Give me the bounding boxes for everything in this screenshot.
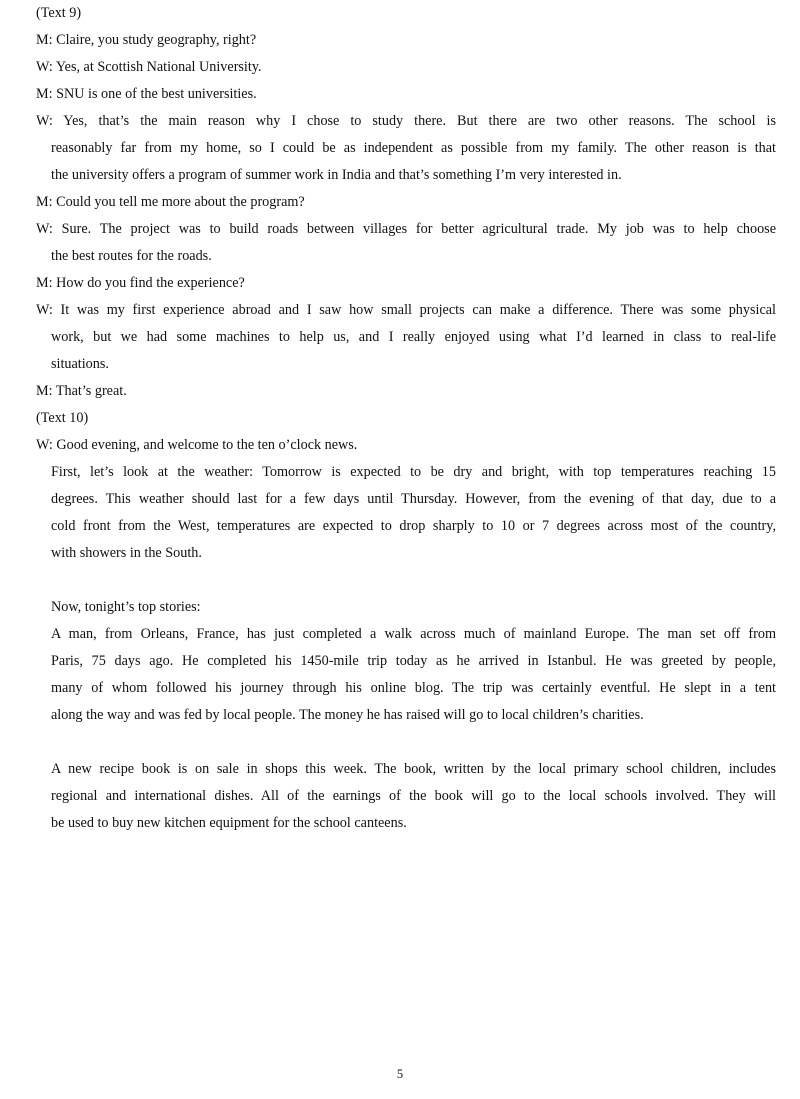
transcript-line: M: How do you find the experience? xyxy=(36,275,245,291)
transcript-line: along the way and was fed by local people. The money he has raised will go to local children’s charities. xyxy=(51,707,644,723)
paragraph-gap xyxy=(36,567,776,594)
transcript-line: with showers in the South. xyxy=(51,545,202,561)
transcript-line: W: Sure. The project was to build roads between villages for better agricultural trade. My job was to help choose xyxy=(36,221,776,237)
transcript-line: degrees. This weather should last for a few days until Thursday. However, from the evening of that day, due to a xyxy=(51,491,776,507)
transcript-line: M: Claire, you study geography, right? xyxy=(36,32,257,48)
transcript-line: M: SNU is one of the best universities. xyxy=(36,86,257,102)
transcript-line: cold front from the West, temperatures are expected to drop sharply to 10 or 7 degrees across most of the country, xyxy=(51,518,776,534)
transcript-line: W: Yes, at Scottish National University. xyxy=(36,59,262,75)
transcript-line: W: Yes, that’s the main reason why I chose to study there. But there are two other reasons. The school is xyxy=(36,113,776,129)
page-number: 5 xyxy=(396,1067,404,1081)
transcript-line: many of whom followed his journey through his online blog. The trip was certainly eventful. He slept in a tent xyxy=(51,680,776,696)
transcript-line: M: That’s great. xyxy=(36,383,127,399)
transcript-line: Paris, 75 days ago. He completed his 1450-mile trip today as he arrived in Istanbul. He was greeted by people, xyxy=(51,653,776,669)
transcript-line: W: Good evening, and welcome to the ten o’clock news. xyxy=(36,437,358,453)
paragraph-gap xyxy=(36,729,776,756)
transcript-line: situations. xyxy=(51,356,109,372)
transcript-line: First, let’s look at the weather: Tomorrow is expected to be dry and bright, with top temperatures reaching 15 xyxy=(51,464,776,480)
transcript-line: W: It was my first experience abroad and I saw how small projects can make a difference. There was some physical xyxy=(36,302,776,318)
transcript-line: A man, from Orleans, France, has just completed a walk across much of mainland Europe. The man set off from xyxy=(51,626,776,642)
transcript-line: be used to buy new kitchen equipment for the school canteens. xyxy=(51,815,407,831)
transcript-line: regional and international dishes. All of the earnings of the book will go to the local schools involved. They will xyxy=(51,788,776,804)
transcript-line: M: Could you tell me more about the program? xyxy=(36,194,305,210)
transcript-body xyxy=(36,0,776,837)
text10-heading: (Text 10) xyxy=(36,410,89,426)
transcript-line: the best routes for the roads. xyxy=(51,248,212,264)
text9-heading: (Text 9) xyxy=(36,5,82,21)
transcript-line: the university offers a program of summer work in India and that’s something I’m very interested in. xyxy=(51,167,622,183)
transcript-line: Now, tonight’s top stories: xyxy=(51,599,201,615)
transcript-line: reasonably far from my home, so I could be as independent as possible from my family. The other reason is that xyxy=(51,140,776,156)
transcript-line: work, but we had some machines to help us, and I really enjoyed using what I’d learned in class to real-life xyxy=(51,329,776,345)
transcript-line: A new recipe book is on sale in shops this week. The book, written by the local primary school children, includes xyxy=(51,761,776,777)
